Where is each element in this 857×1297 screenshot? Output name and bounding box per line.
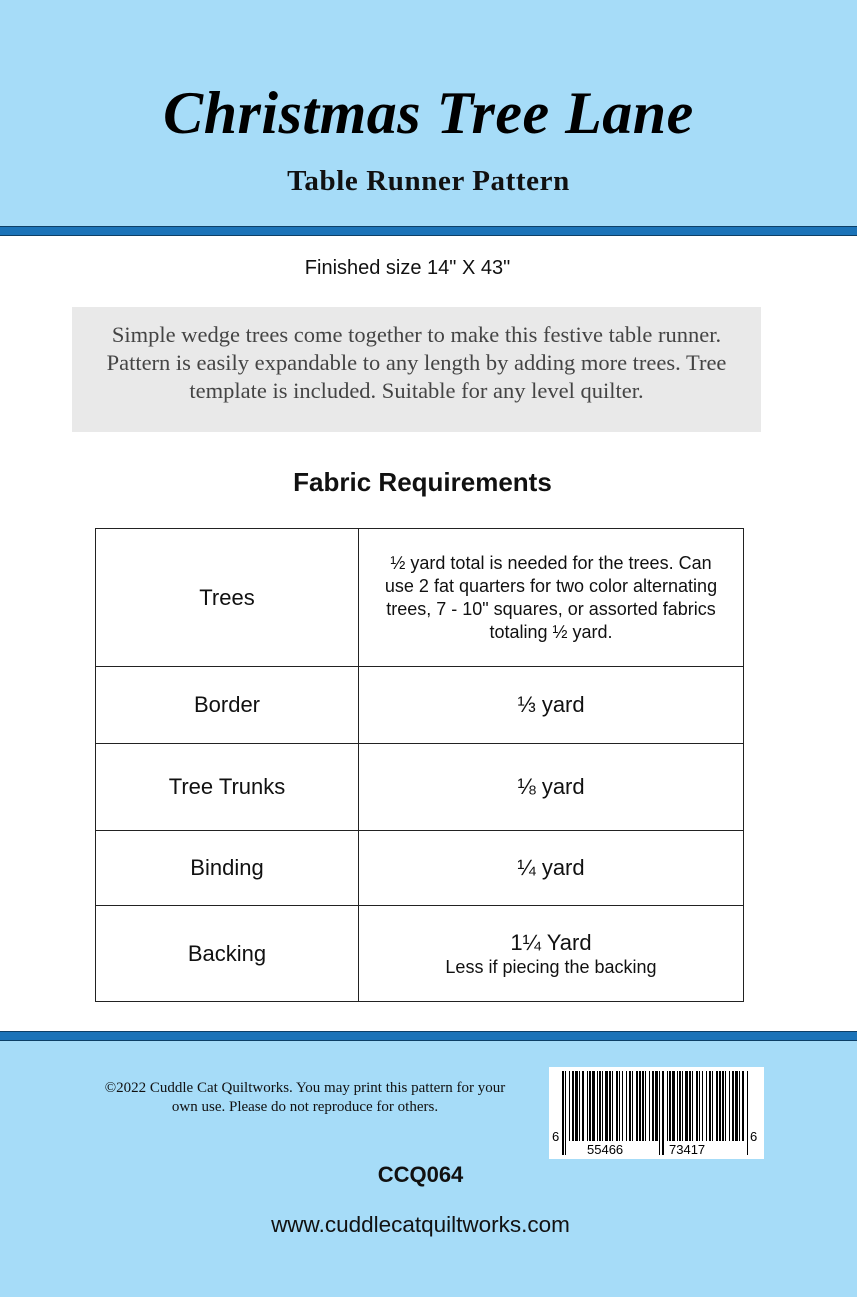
- table-row: [96, 906, 744, 1002]
- barcode-bar: [645, 1071, 646, 1141]
- barcode-bars: [549, 1067, 764, 1159]
- barcode-bar: [579, 1071, 580, 1141]
- barcode-bar: [722, 1071, 724, 1141]
- row-amount-text: 1¼ Yard: [510, 929, 592, 955]
- page-title: Christmas Tree Lane: [163, 80, 694, 146]
- barcode-bar: [639, 1071, 641, 1141]
- barcode-bar: [719, 1071, 721, 1141]
- row-item-label: Trees: [96, 529, 359, 667]
- barcode-bar: [565, 1071, 566, 1155]
- barcode-bar: [589, 1071, 591, 1141]
- finished-size: Finished size 14" X 43": [304, 257, 511, 279]
- top-divider: [0, 226, 857, 236]
- barcode-bar: [659, 1071, 660, 1155]
- barcode-lead-digit: 6: [552, 1129, 560, 1144]
- row-amount: ⅓ yard: [359, 667, 744, 744]
- table-row: [96, 744, 744, 831]
- barcode-bar: [602, 1071, 603, 1141]
- barcode-bar: [612, 1071, 613, 1141]
- barcode-bar: [669, 1071, 671, 1141]
- barcode-bar: [709, 1071, 711, 1141]
- barcode-bar: [652, 1071, 654, 1141]
- fabric-requirements-table: [95, 528, 744, 1002]
- row-amount-note: Less if piecing the backing: [445, 956, 657, 977]
- fabric-requirements-heading: Fabric Requirements: [293, 467, 552, 497]
- barcode-bar: [712, 1071, 713, 1141]
- barcode-bar: [662, 1071, 664, 1155]
- barcode-left-group: 55466: [587, 1142, 624, 1157]
- barcode-bar: [706, 1071, 707, 1141]
- barcode-bar: [735, 1071, 738, 1141]
- barcode-bar: [742, 1071, 744, 1141]
- barcode-bar: [689, 1071, 691, 1141]
- barcode-bar: [626, 1071, 627, 1141]
- barcode-bar: [575, 1071, 578, 1141]
- description-text: Simple wedge trees come together to make this festive table runner. Pattern is easily expandable to any length by adding more trees. Tree template is included. Suitable for any level quilter.: [106, 322, 727, 403]
- barcode-bar: [655, 1071, 658, 1141]
- barcode-right-group: 73417: [669, 1142, 706, 1157]
- barcode: [549, 1067, 764, 1159]
- barcode-bar: [685, 1071, 688, 1141]
- row-item-label: Border: [96, 667, 359, 744]
- barcode-bar: [725, 1071, 726, 1141]
- barcode-bar: [592, 1071, 595, 1141]
- barcode-bar: [632, 1071, 633, 1141]
- barcode-bar: [729, 1071, 730, 1141]
- barcode-bar: [636, 1071, 638, 1141]
- table-row: [96, 529, 744, 667]
- barcode-bar: [699, 1071, 700, 1141]
- barcode-bar: [732, 1071, 734, 1141]
- barcode-bar: [677, 1071, 678, 1141]
- barcode-bar: [599, 1071, 601, 1141]
- row-amount: ¼ yard: [359, 831, 744, 906]
- barcode-bar: [702, 1071, 703, 1141]
- row-item-label: Tree Trunks: [96, 744, 359, 831]
- barcode-bar: [619, 1071, 620, 1141]
- product-code: CCQ064: [377, 1162, 464, 1187]
- barcode-bar: [667, 1071, 668, 1141]
- barcode-bar: [616, 1071, 618, 1141]
- barcode-bar: [672, 1071, 675, 1141]
- row-amount: ⅛ yard: [359, 744, 744, 831]
- bottom-divider: [0, 1031, 857, 1041]
- barcode-bar: [692, 1071, 693, 1141]
- copyright-notice: ©2022 Cuddle Cat Quiltworks. You may print this pattern for your own use. Please do not reproduce for others.: [104, 1080, 506, 1115]
- barcode-bar: [682, 1071, 683, 1141]
- barcode-bar: [679, 1071, 681, 1141]
- row-item-label: Backing: [96, 906, 359, 1002]
- barcode-bar: [747, 1071, 748, 1155]
- row-item-label: Binding: [96, 831, 359, 906]
- barcode-bar: [587, 1071, 588, 1141]
- row-amount: [359, 529, 744, 667]
- barcode-bar: [572, 1071, 574, 1141]
- description-box: [72, 307, 761, 432]
- barcode-bar: [562, 1071, 564, 1155]
- barcode-bar: [696, 1071, 698, 1141]
- table-row: [96, 831, 744, 906]
- barcode-bar: [609, 1071, 611, 1141]
- row-amount: [359, 906, 744, 1002]
- page-subtitle: Table Runner Pattern: [287, 165, 570, 197]
- barcode-bar: [649, 1071, 650, 1141]
- barcode-bar: [642, 1071, 644, 1141]
- barcode-bar: [569, 1071, 570, 1141]
- barcode-bar: [629, 1071, 631, 1141]
- row-amount-text: ½ yard total is needed for the trees. Can use 2 fat quarters for two color alternating trees, 7 - 10" squares, or assorted fabrics totaling ½ yard.: [384, 552, 718, 642]
- website-link[interactable]: www.cuddlecatquiltworks.com: [271, 1212, 570, 1237]
- barcode-bar: [622, 1071, 623, 1141]
- table-row: [96, 667, 744, 744]
- barcode-bar: [582, 1071, 584, 1141]
- header-band: [0, 0, 857, 226]
- barcode-bar: [739, 1071, 740, 1141]
- barcode-bar: [716, 1071, 718, 1141]
- barcode-check-digit: 6: [750, 1129, 758, 1144]
- barcode-bar: [605, 1071, 608, 1141]
- barcode-bar: [597, 1071, 598, 1141]
